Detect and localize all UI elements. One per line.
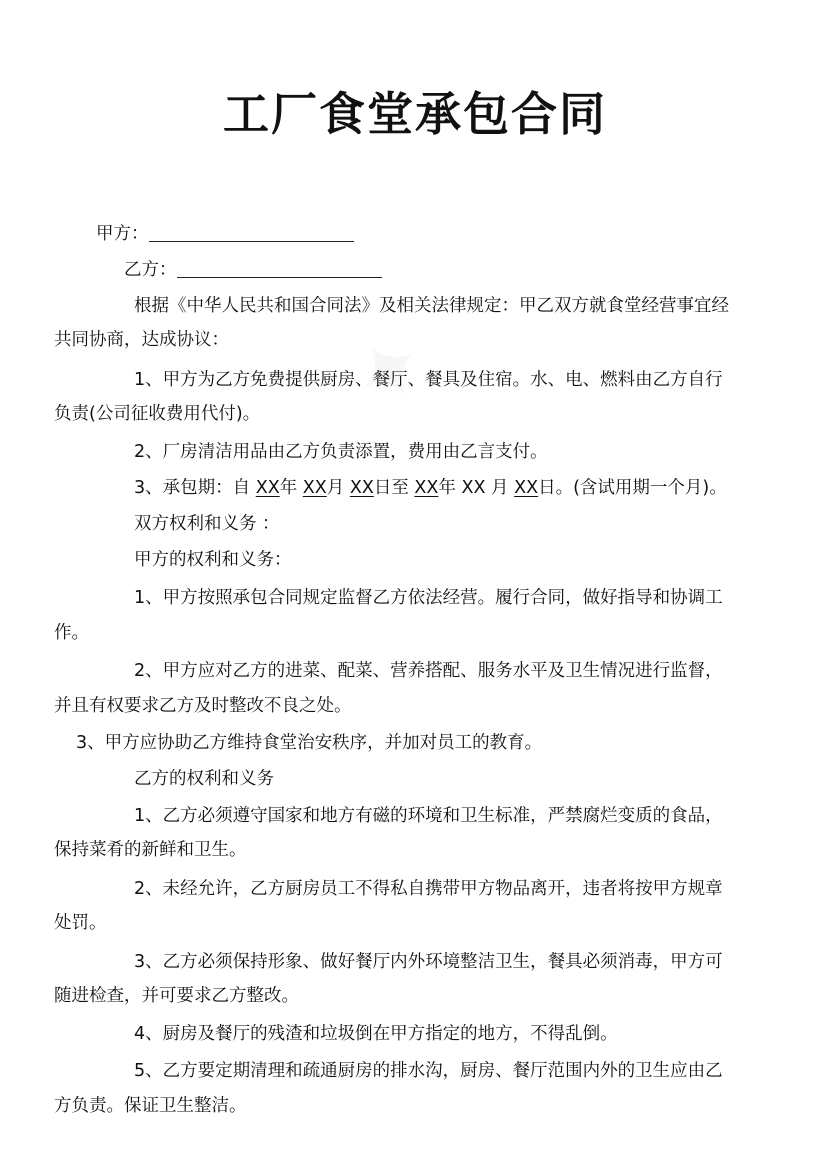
end-year: XX: [414, 478, 439, 498]
party-b-line: [124, 258, 382, 282]
b1-line-1: 1、乙方必须遵守国家和地方有磁的环境和卫生标准，严禁腐烂变质的食品，: [134, 806, 723, 826]
b3-line-1: 3、乙方必须保持形象、做好餐厅内外环境整洁卫生，餐具必须消毒，甲方可: [134, 952, 723, 972]
party-b-blank: [177, 259, 382, 278]
item1-line-1: 1、甲方为乙方免费提供厨房、餐厅、餐具及住宿。水、电、燃料由乙方自行: [134, 370, 723, 390]
day-end-label: 日。(含试用期一个月)。: [538, 478, 727, 498]
b1-line-2: 保持菜肴的新鲜和卫生。: [54, 840, 247, 860]
b2-line-2: 处罚。: [54, 913, 107, 933]
item1-line-2: 负责(公司征收费用代付)。: [54, 404, 261, 424]
a1-line-1: 1、甲方按照承包合同规定监督乙方依法经营。履行合同，做好指导和协调工: [134, 588, 723, 608]
intro-line-1: 根据《中华人民共和国合同法》及相关法律规定：甲乙双方就食堂经营事宜经: [134, 296, 729, 316]
a3-line: 3、甲方应协助乙方维持食堂治安秩序，并加对员工的教育。: [76, 733, 543, 753]
end-month: XX: [461, 478, 486, 498]
end-month-label: 月: [491, 478, 509, 498]
party-b-rights-heading: 乙方的权利和义务: [134, 769, 274, 789]
month-label: 月: [326, 478, 345, 498]
start-day: XX: [349, 478, 374, 498]
b5-line-2: 方负责。保证卫生整洁。: [54, 1096, 247, 1116]
a2-line-2: 并且有权要求乙方及时整改不良之处。: [54, 696, 352, 716]
end-day: XX: [514, 478, 539, 498]
a2-line-1: 2、甲方应对乙方的进菜、配菜、营养搭配、服务水平及卫生情况进行监督，: [134, 661, 723, 681]
start-month: XX: [302, 478, 327, 498]
rights-heading: 双方权利和义务 ：: [134, 514, 280, 534]
b3-line-2: 随进检查，并可要求乙方整改。: [54, 986, 299, 1006]
party-a-label: 甲方：: [96, 224, 149, 244]
document-title: 工厂食堂承包合同: [223, 87, 607, 141]
a1-line-2: 作。: [54, 623, 89, 643]
end-year-label: 年: [438, 478, 456, 498]
item3-line: [134, 476, 727, 500]
b5-line-1: 5、乙方要定期清理和疏通厨房的排水沟，厨房、餐厅范围内外的卫生应由乙: [134, 1061, 723, 1081]
item3-prefix: 3、承包期：自: [134, 478, 251, 498]
b4-line: 4、厨房及餐厅的残渣和垃圾倒在甲方指定的地方，不得乱倒。: [134, 1024, 618, 1044]
intro-line-2: 共同协商，达成协议：: [54, 330, 229, 350]
item2-line: 2、厂房清洁用品由乙方负责添置，费用由乙言支付。: [134, 442, 548, 462]
watermark: ✦: [328, 307, 451, 437]
party-a-line: [96, 222, 354, 246]
start-year: XX: [255, 478, 280, 498]
day-to-label: 日至: [373, 478, 409, 498]
year-label: 年: [279, 478, 298, 498]
party-b-label: 乙方：: [124, 260, 177, 280]
b2-line-1: 2、未经允许，乙方厨房员工不得私自携带甲方物品离开，违者将按甲方规章: [134, 879, 723, 899]
party-a-blank: [149, 223, 354, 242]
party-a-rights-heading: 甲方的权利和义务：: [134, 550, 292, 570]
